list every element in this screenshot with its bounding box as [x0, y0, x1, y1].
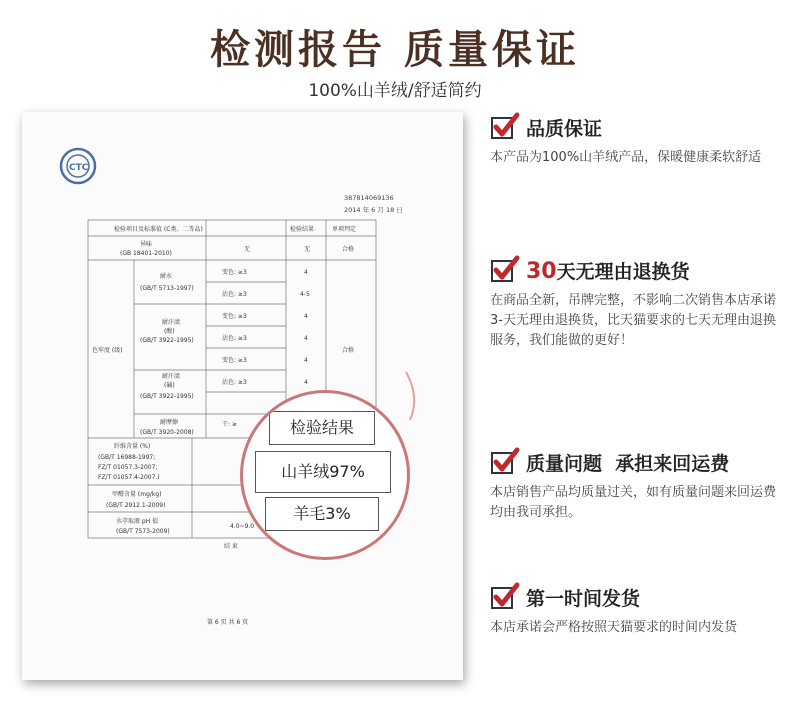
fiber-std1: (GB/T 16988-1997;	[98, 454, 156, 461]
feature-fast-delivery	[490, 582, 780, 638]
acid-label: 耐汗渍	[162, 319, 181, 326]
feature-title: 质量问题 承担来回运费	[526, 452, 730, 475]
acid-shade-result: 4	[304, 313, 308, 320]
alk-stain: 沾色: ≥3	[222, 379, 247, 386]
acid-shade: 变色: ≥3	[222, 313, 247, 320]
acid-std: (GB/T 3922-1995)	[140, 337, 194, 344]
stamp-mark	[406, 372, 414, 420]
page-footer: 第 6 页 共 6 页	[207, 619, 249, 626]
rub-partial: 干: ≥	[222, 421, 237, 428]
feature-title: 第一时间发货	[526, 587, 641, 610]
alk-shade: 变色: ≥3	[222, 357, 247, 364]
water-shade: 变色: ≥3	[222, 269, 247, 276]
colorfast-label: 色牢度 (级)	[92, 347, 123, 354]
feature-title-text: 天无理由退换货	[556, 260, 690, 283]
acid-sub: (酸)	[164, 328, 175, 335]
feature-shipping-cost	[490, 447, 780, 523]
colorfast-verdict: 合格	[342, 347, 355, 354]
odor-label: 异味	[140, 241, 153, 248]
alk-label: 耐汗渍	[162, 373, 181, 380]
ph-value: 4.0~9.0	[230, 523, 255, 530]
alk-shade-result: 4	[304, 357, 308, 364]
fiber-label: 纤维含量 (%)	[114, 443, 151, 450]
result-cashmere: 山羊绒97%	[255, 451, 391, 493]
water-stain: 沾色: ≥3	[222, 291, 247, 298]
report-table-svg	[22, 112, 463, 680]
col-verdict: 单项判定	[332, 226, 357, 233]
result-wool: 羊毛3%	[265, 497, 379, 531]
alk-std: (GB/T 3922-1995)	[140, 393, 194, 400]
feature-title	[526, 257, 690, 284]
page-title: 检测报告 质量保证	[210, 27, 580, 73]
odor-result: 无	[304, 246, 311, 253]
feature-return	[490, 255, 780, 351]
formaldehyde-label: 甲醛含量 (mg/kg)	[112, 491, 162, 498]
acid-stain-result: 4	[304, 335, 308, 342]
feature-body: 本产品为100%山羊绒产品，保暖健康柔软舒适	[490, 150, 762, 165]
rub-std: (GB/T 3920-2008)	[140, 429, 194, 436]
check-box-icon	[490, 582, 520, 612]
check-box-icon	[490, 255, 520, 285]
ctc-logo-icon	[61, 149, 95, 183]
logo-text: CTC	[69, 163, 89, 173]
alk-sub: (碱)	[164, 382, 175, 389]
ph-label: 水萃取液 pH 值	[116, 518, 159, 525]
water-label: 耐水	[160, 273, 173, 280]
col-result: 检验结果	[290, 226, 315, 233]
col-header: 检验项目及标准值 (C类、二等品)	[114, 226, 203, 233]
report-date: 2014 年 6 月 18 日	[344, 206, 403, 214]
alk-stain-result: 4	[304, 379, 308, 386]
conclusion-label: 结 束	[224, 543, 238, 550]
rub-label: 耐摩擦	[160, 419, 179, 426]
check-box-icon	[490, 112, 520, 142]
page-subtitle: 100%山羊绒/舒适简约	[308, 81, 482, 101]
test-report-document	[22, 112, 463, 680]
water-shade-result: 4	[304, 269, 308, 276]
feature-body: 本店承诺会严格按照天猫要求的时间内发货	[490, 620, 738, 635]
check-box-icon	[490, 447, 520, 477]
fiber-std3: FZ/T 01057.4-2007.)	[98, 474, 160, 481]
report-serial: 387814069136	[344, 194, 394, 202]
result-header: 检验结果	[269, 411, 375, 445]
odor-verdict: 合格	[342, 246, 355, 253]
odor-std: (GB 18401-2010)	[120, 250, 172, 257]
feature-body: 本店销售产品均质量过关，如有质量问题来回运费均由我司承担。	[490, 485, 777, 520]
result-callout	[240, 390, 410, 560]
ph-std: (GB/T 7573-2009)	[116, 528, 170, 535]
feature-title-number: 30	[526, 258, 557, 284]
feature-quality	[490, 112, 780, 168]
odor-value: 无	[244, 246, 251, 253]
fiber-std2: FZ/T 01057.3-2007;	[98, 464, 158, 471]
feature-title: 品质保证	[526, 117, 603, 140]
formaldehyde-std: (GB/T 2912.1-2009)	[106, 502, 166, 509]
water-std: (GB/T 5713-1997)	[140, 285, 194, 292]
feature-body: 在商品全新，吊牌完整，不影响二次销售本店承诺3-天无理由退换货，比天猫要求的七天无理由退换服务，我们能做的更好！	[490, 293, 777, 348]
acid-stain: 沾色: ≥3	[222, 335, 247, 342]
water-stain-result: 4-5	[300, 291, 310, 298]
